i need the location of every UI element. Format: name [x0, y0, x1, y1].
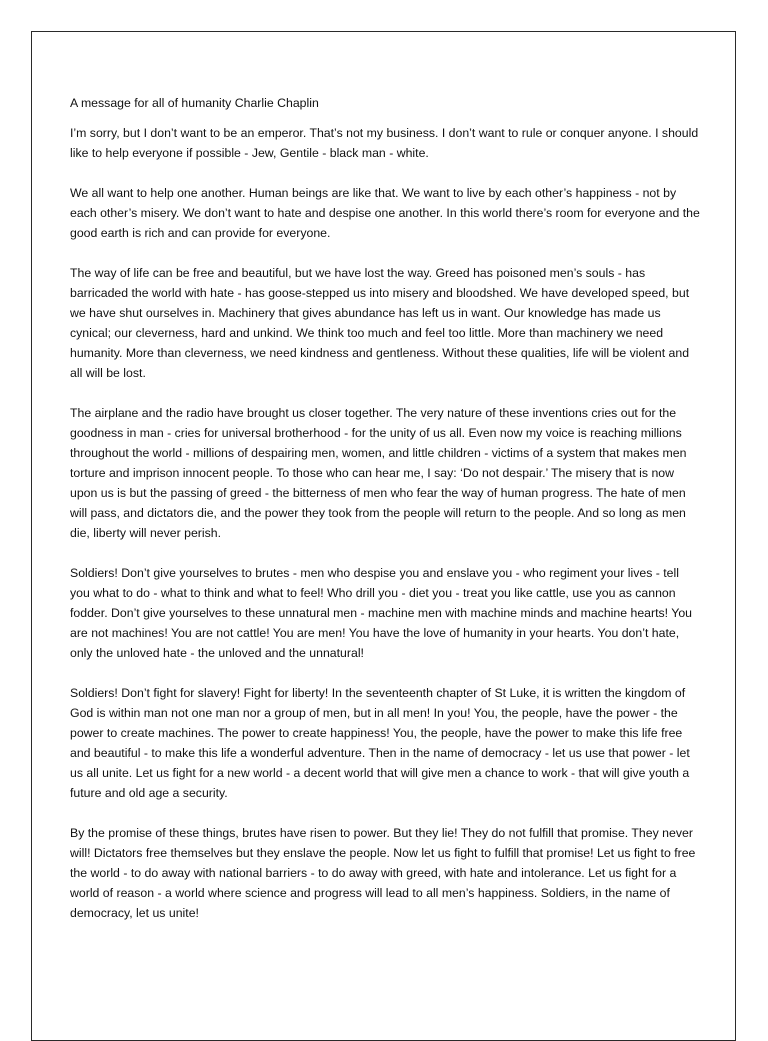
paragraph: We all want to help one another. Human beings are like that. We want to live by each other’s happiness - not by each other’s misery. We don’t want to hate and despise one another. In this world there’s room for everyone and the good earth is rich and can provide for everyone.: [70, 186, 700, 240]
paragraph: By the promise of these things, brutes have risen to power. But they lie! They do not fulfill that promise. They never will! Dictators free themselves but they enslave the people. Now let us fight to fulfill that promise! Let us fight to free the world - to do away with national barriers - to do away with greed, with hate and intolerance. Let us fight for a world of reason - a world where science and progress will lead to all men’s happiness. Soldiers, in the name of democracy, let us unite!: [70, 826, 696, 920]
paragraph: The way of life can be free and beautiful, but we have lost the way. Greed has poisoned men’s souls - has barricaded the world with hate - has goose-stepped us into misery and bloodshed. We have developed speed, but we have shut ourselves in. Machinery that gives abundance has left us in want. Our knowledge has made us cynical; our cleverness, hard and unkind. We think too much and feel too little. More than machinery we need humanity. More than cleverness, we need kindness and gentleness. Without these qualities, life will be violent and all will be lost.: [70, 266, 690, 380]
document-title: A message for all of humanity Charlie Chaplin: [70, 96, 319, 110]
paragraph: Soldiers! Don’t fight for slavery! Fight for liberty! In the seventeenth chapter of St Luke, it is written the kingdom of God is within man not one man nor a group of men, but in all men! In you! You, the people, have the power - the power to create machines. The power to create happiness! You, the people, have the power to make this life free and beautiful - to make this life a wonderful adventure. Then in the name of democracy - let us use that power - let us all unite. Let us fight for a new world - a decent world that will give men a chance to work - that will give youth a future and old age a security.: [70, 686, 690, 800]
paragraph: I’m sorry, but I don’t want to be an emperor. That’s not my business. I don’t want to rule or conquer anyone. I should like to help everyone if possible - Jew, Gentile - black man - white.: [70, 126, 699, 160]
paragraph: The airplane and the radio have brought us closer together. The very nature of these inventions cries out for the goodness in man - cries for universal brotherhood - for the unity of us all. Even now my voice is reaching millions throughout the world - millions of despairing men, women, and little children - victims of a system that makes men torture and imprison innocent people. To those who can hear me, I say: ‘Do not despair.’ The misery that is now upon us is but the passing of greed - the bitterness of men who fear the way of human progress. The hate of men will pass, and dictators die, and the power they took from the people will return to the people. And so long as men die, liberty will never perish.: [70, 406, 687, 540]
paragraph: Soldiers! Don’t give yourselves to brutes - men who despise you and enslave you - who regiment your lives - tell you what to do - what to think and what to feel! Who drill you - diet you - treat you like cattle, use you as cannon fodder. Don’t give yourselves to these unnatural men - machine men with machine minds and machine hearts! You are not machines! You are not cattle! You are men! You have the love of humanity in your hearts. You don’t hate, only the unloved hate - the unloved and the unnatural!: [70, 566, 693, 660]
document-page: [31, 31, 736, 1041]
document-body: [70, 93, 700, 943]
